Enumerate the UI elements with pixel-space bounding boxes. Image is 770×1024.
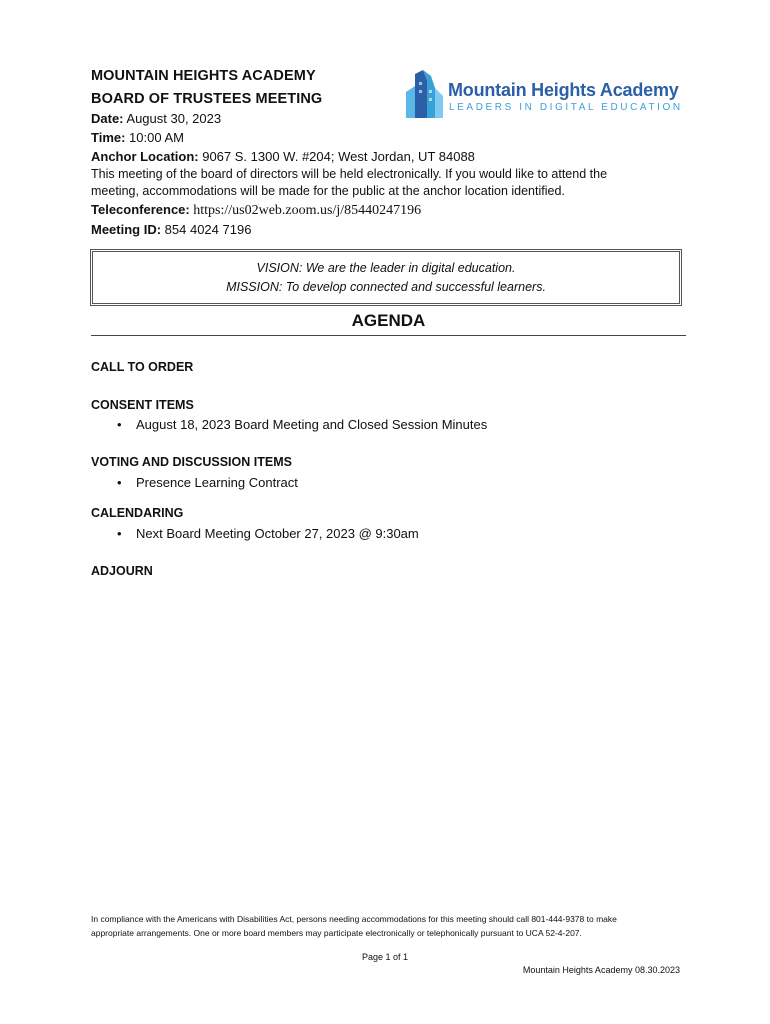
- document-title: MOUNTAIN HEIGHTS ACADEMY: [91, 68, 316, 84]
- meeting-id-value: 854 4024 7196: [161, 222, 252, 237]
- section-consent-items: CONSENT ITEMS: [91, 398, 194, 412]
- tele-label: Teleconference:: [91, 202, 190, 217]
- time-label: Time:: [91, 130, 126, 145]
- agenda-heading: AGENDA: [351, 311, 426, 330]
- document-subtitle: BOARD OF TRUSTEES MEETING: [91, 91, 323, 107]
- list-item: [117, 417, 487, 432]
- date-label: Date:: [91, 111, 124, 126]
- vision-mission-box: [90, 249, 682, 306]
- notice-line-1: This meeting of the board of directors will be held electronically. If you would like to attend the: [91, 167, 608, 181]
- mission-statement: MISSION: To develop connected and successful learners.: [226, 279, 546, 294]
- meeting-date: [91, 111, 221, 126]
- section-adjourn: ADJOURN: [91, 564, 153, 578]
- time-value: 10:00 AM: [125, 130, 184, 145]
- bullet-icon: •: [117, 417, 122, 432]
- section-calendaring: CALENDARING: [91, 506, 184, 520]
- anchor-label: Anchor Location:: [91, 149, 199, 164]
- section-call-to-order: CALL TO ORDER: [91, 360, 194, 374]
- page-number: Page 1 of 1: [361, 952, 409, 962]
- list-item: [117, 526, 419, 541]
- anchor-location: [91, 149, 475, 164]
- meeting-time: [91, 130, 184, 145]
- bullet-icon: •: [117, 526, 122, 541]
- ada-notice-line-2: appropriate arrangements. One or more board members may participate electronically or telephonically pursuant to UCA 52-4-207.: [91, 928, 582, 938]
- vision-statement: VISION: We are the leader in digital education.: [256, 260, 516, 275]
- agenda-divider: [91, 335, 686, 336]
- logo-name: Mountain Heights Academy: [448, 80, 679, 100]
- consent-item-text: August 18, 2023 Board Meeting and Closed Session Minutes: [136, 417, 488, 432]
- ada-notice-line-1: In compliance with the Americans with Disabilities Act, persons needing accommodations for this meeting should call 801-444-9378 to make: [91, 914, 617, 924]
- logo-tagline: LEADERS IN DIGITAL EDUCATION: [449, 102, 683, 113]
- teleconference: [91, 202, 421, 219]
- bullet-icon: •: [117, 475, 122, 490]
- voting-item-text: Presence Learning Contract: [136, 475, 298, 490]
- document-id: Mountain Heights Academy 08.30.2023: [522, 965, 680, 975]
- calendaring-item-text: Next Board Meeting October 27, 2023 @ 9:30am: [136, 526, 419, 541]
- anchor-value: 9067 S. 1300 W. #204; West Jordan, UT 84088: [198, 149, 475, 164]
- meeting-id: [91, 222, 251, 237]
- section-voting-discussion: VOTING AND DISCUSSION ITEMS: [91, 455, 292, 469]
- tele-link[interactable]: https://us02web.zoom.us/j/85440247196: [189, 203, 422, 218]
- list-item: [117, 475, 298, 490]
- notice-line-2: meeting, accommodations will be made for the public at the anchor location identified.: [91, 184, 565, 198]
- date-value: August 30, 2023: [123, 111, 222, 126]
- ada-notice: [91, 912, 691, 940]
- meeting-id-label: Meeting ID:: [91, 222, 162, 237]
